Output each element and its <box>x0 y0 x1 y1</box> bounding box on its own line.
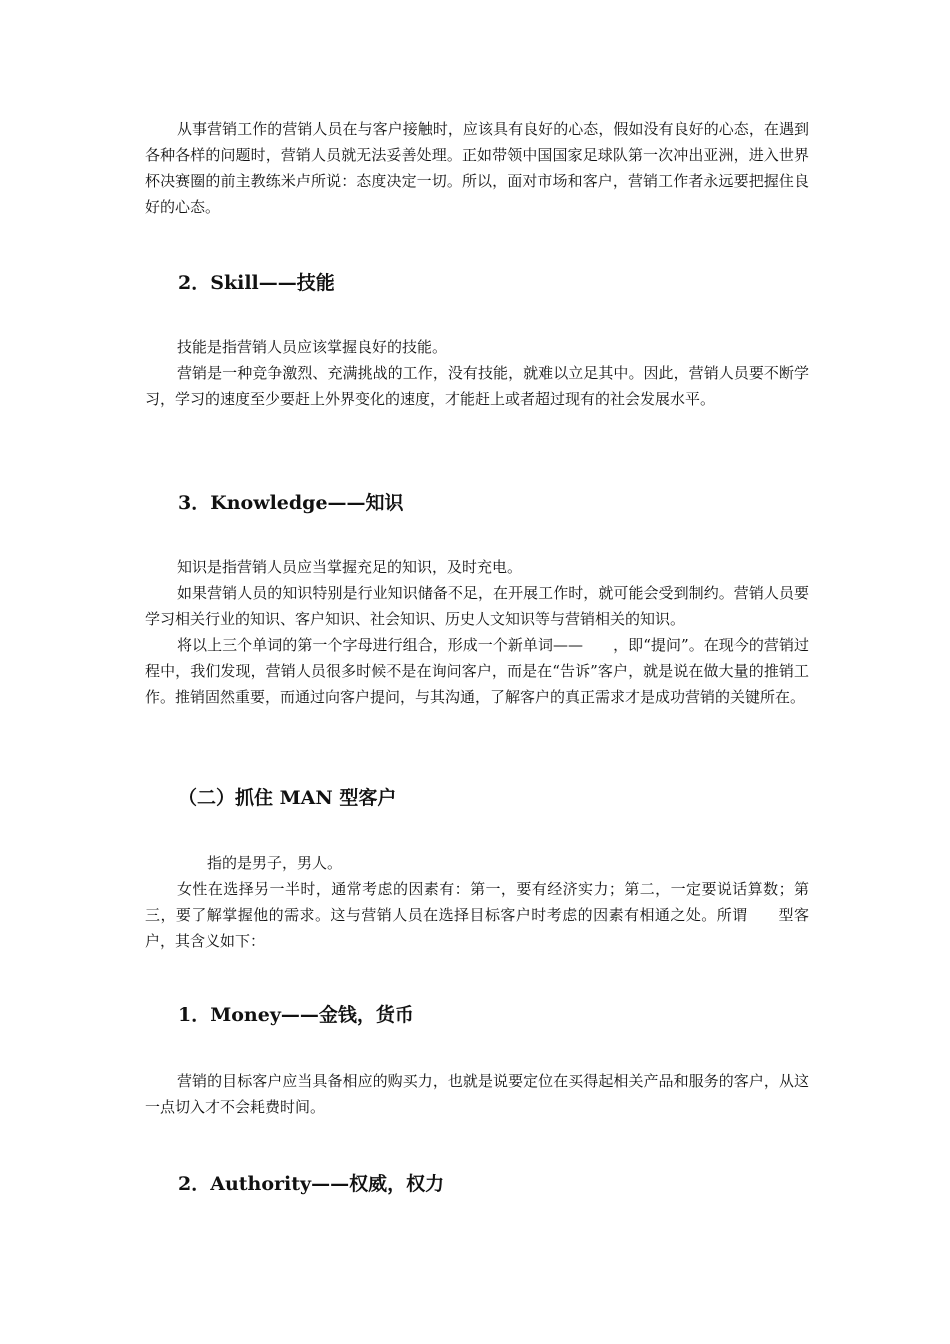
knowledge-heading: 3．Knowledge——知识 <box>178 492 404 514</box>
skill-definition: 技能是指营销人员应该掌握良好的技能。 <box>177 338 448 356</box>
knowledge-definition: 知识是指营销人员应当掌握充足的知识，及时充电。 <box>177 558 523 576</box>
authority-heading: 2．Authority——权威，权力 <box>178 1173 445 1195</box>
man-body: 女性在选择另一半时，通常考虑的因素有：第一，要有经济实力；第二，一定要说话算数；第三，要了解掌握他的需求。这与营销人员在选择目标客户时考虑的因素有相通之处。所谓 型客户，其含义如下： <box>145 880 809 950</box>
man-meaning: 指的是男子，男人。 <box>207 854 343 872</box>
skill-heading: 2．Skill——技能 <box>178 272 335 294</box>
skill-body: 营销是一种竞争激烈、充满挑战的工作，没有技能，就难以立足其中。因此，营销人员要不断学习，学习的速度至少要赶上外界变化的速度，才能赶上或者超过现有的社会发展水平。 <box>145 364 809 408</box>
man-section-heading: （二）抓住 MAN 型客户 <box>178 787 397 809</box>
knowledge-body: 如果营销人员的知识特别是行业知识储备不足，在开展工作时，就可能会受到制约。营销人员要学习相关行业的知识、客户知识、社会知识、历史人文知识等与营销相关的知识。 <box>145 584 809 628</box>
intro-paragraph: 从事营销工作的营销人员在与客户接触时，应该具有良好的心态，假如没有良好的心态，在遇到各种各样的问题时，营销人员就无法妥善处理。正如带领中国国家足球队第一次冲出亚洲，进入世界杯决赛圈的前主教练米卢所说：态度决定一切。所以，面对市场和客户，营销工作者永远要把握住良好的心态。 <box>145 120 809 216</box>
money-heading: 1．Money——金钱，货币 <box>178 1004 414 1026</box>
money-body: 营销的目标客户应当具备相应的购买力，也就是说要定位在买得起相关产品和服务的客户，从这一点切入才不会耗费时间。 <box>145 1072 809 1116</box>
knowledge-summary: 将以上三个单词的第一个字母进行组合，形成一个新单词—— ，即“提问”。在现今的营销过程中，我们发现，营销人员很多时候不是在询问客户，而是在“告诉”客户，就是说在做大量的推销工作。推销固然重要，而通过向客户提问，与其沟通，了解客户的真正需求才是成功营销的关键所在。 <box>145 636 809 706</box>
